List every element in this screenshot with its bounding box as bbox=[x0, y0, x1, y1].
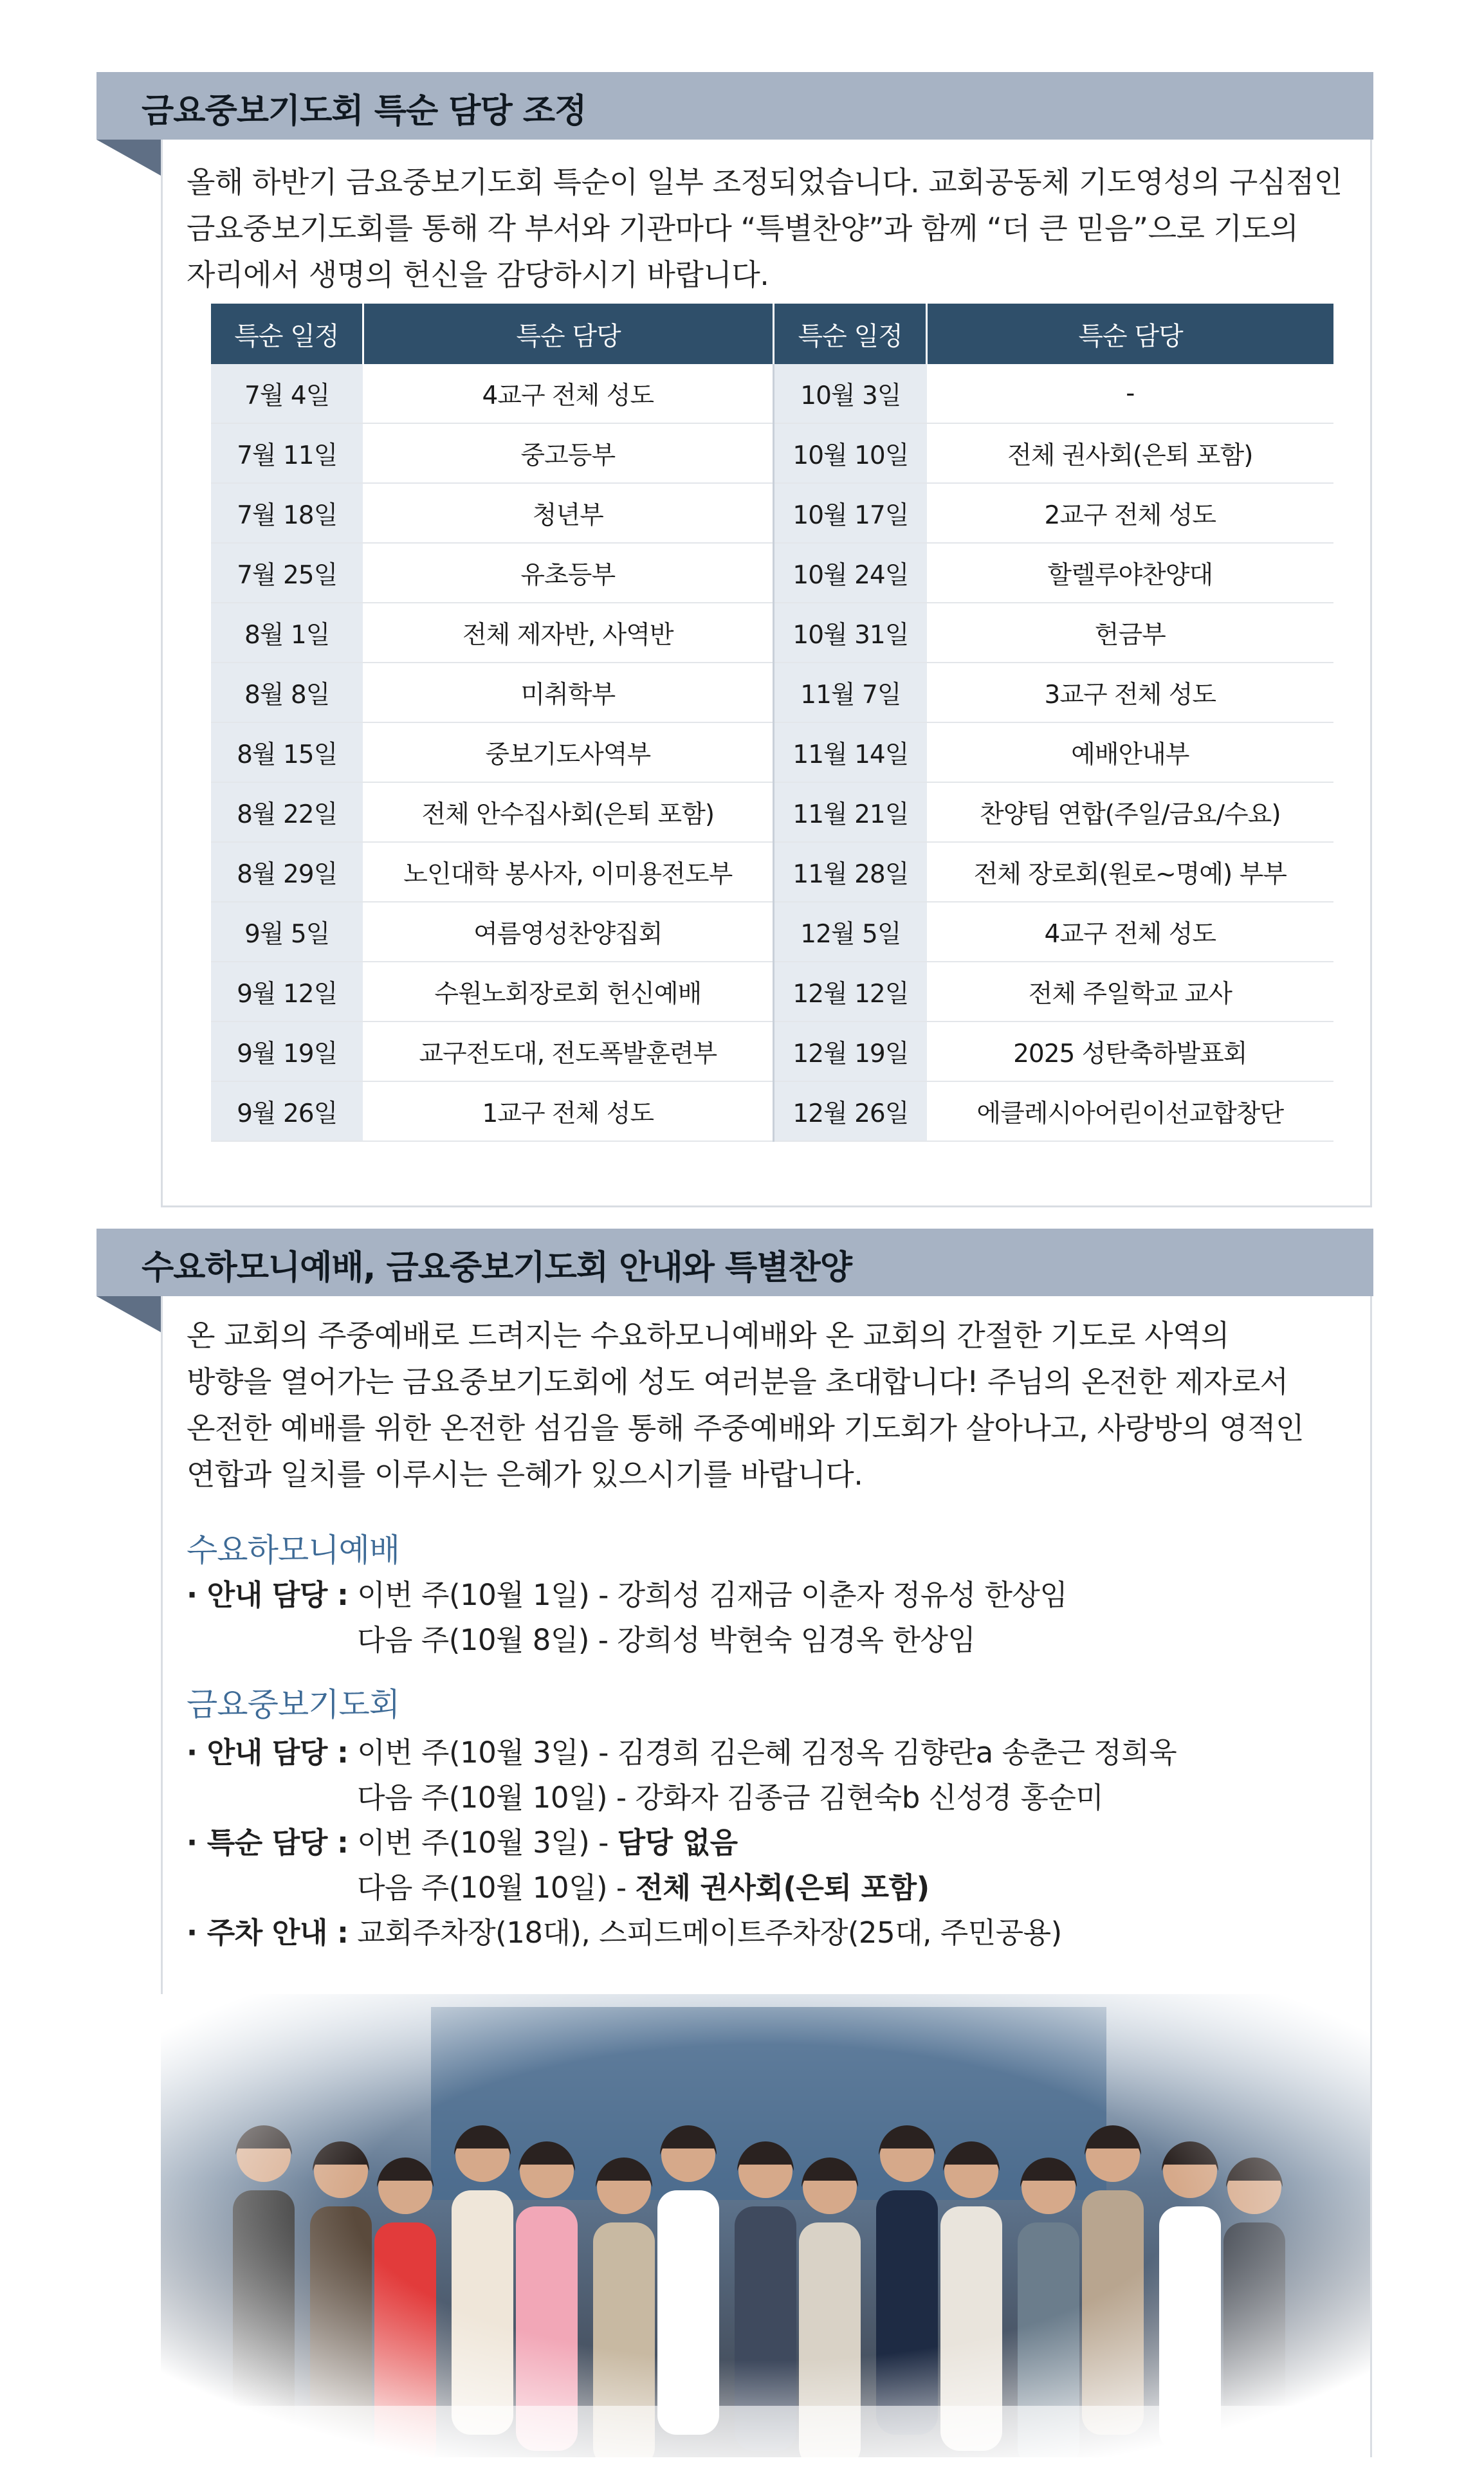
table-row bbox=[211, 902, 1333, 962]
schedule-assignee: 교구전도대, 전도폭발훈련부 bbox=[363, 1022, 773, 1081]
next-week-ushers: 다음 주(10월 8일) - 강희성 박현숙 임경옥 한상임 bbox=[357, 1623, 976, 1657]
intro-line: 올해 하반기 금요중보기도회 특순이 일부 조정되었습니다. 교회공동체 기도영성의 구심점인 bbox=[187, 165, 1342, 199]
schedule-date: 8월 8일 bbox=[211, 663, 363, 722]
choir-photo-illustration bbox=[161, 1994, 1370, 2457]
parking-info: 교회주차장(18대), 스피드메이트주차장(25대, 주민공용) bbox=[357, 1916, 1062, 1950]
table-header-row bbox=[211, 304, 1333, 364]
intro-line: 온 교회의 주중예배로 드려지는 수요하모니예배와 온 교회의 간절한 기도로 사역의 bbox=[187, 1318, 1229, 1353]
schedule-assignee: 예배안내부 bbox=[927, 722, 1333, 782]
section-title-bar bbox=[96, 72, 1373, 140]
next-week-ushers: 다음 주(10월 10일) - 강화자 김종금 김현숙b 신성경 홍순미 bbox=[357, 1781, 1104, 1815]
schedule-date: 10월 31일 bbox=[774, 603, 927, 663]
title-bar-fold bbox=[96, 1296, 161, 1332]
table-row bbox=[211, 962, 1333, 1022]
usher-label: · 안내 담당 : bbox=[187, 1578, 349, 1612]
schedule-assignee: 할렐루야찬양대 bbox=[927, 543, 1333, 603]
schedule-table bbox=[211, 304, 1333, 1142]
schedule-date: 9월 5일 bbox=[211, 902, 363, 962]
next-week-special: 전체 권사회(은퇴 포함) bbox=[635, 1871, 930, 1905]
table-row bbox=[211, 1081, 1333, 1141]
schedule-date: 11월 21일 bbox=[774, 782, 927, 842]
table-row bbox=[211, 842, 1333, 902]
schedule-assignee: 2교구 전체 성도 bbox=[927, 483, 1333, 543]
schedule-assignee: 중보기도사역부 bbox=[363, 722, 773, 782]
friday-heading: 금요중보기도회 bbox=[187, 1686, 400, 1723]
next-week-special-prefix: 다음 주(10월 10일) - bbox=[357, 1871, 636, 1905]
schedule-assignee: 전체 제자반, 사역반 bbox=[363, 603, 773, 663]
schedule-assignee: - bbox=[927, 364, 1333, 423]
column-header: 특순 담당 bbox=[927, 304, 1333, 364]
schedule-date: 11월 28일 bbox=[774, 842, 927, 902]
usher-label: · 안내 담당 : bbox=[187, 1736, 349, 1770]
intro-paragraph bbox=[187, 159, 1344, 298]
schedule-assignee: 4교구 전체 성도 bbox=[927, 902, 1333, 962]
this-week-ushers: 이번 주(10월 3일) - 김경희 김은혜 김정옥 김향란a 송춘근 정희욱 bbox=[357, 1736, 1177, 1770]
schedule-assignee: 청년부 bbox=[363, 483, 773, 543]
schedule-assignee: 미취학부 bbox=[363, 663, 773, 722]
wednesday-usher-info bbox=[187, 1573, 1067, 1663]
schedule-date: 10월 3일 bbox=[774, 364, 927, 423]
schedule-assignee: 여름영성찬양집회 bbox=[363, 902, 773, 962]
schedule-date: 7월 25일 bbox=[211, 543, 363, 603]
friday-info bbox=[187, 1730, 1177, 1956]
table-row bbox=[211, 782, 1333, 842]
schedule-assignee: 노인대학 봉사자, 이미용전도부 bbox=[363, 842, 773, 902]
schedule-assignee: 찬양팀 연합(주일/금요/수요) bbox=[927, 782, 1333, 842]
schedule-date: 12월 19일 bbox=[774, 1022, 927, 1081]
section-special-schedule bbox=[96, 72, 1373, 1207]
column-header: 특순 일정 bbox=[774, 304, 927, 364]
section-title: 금요중보기도회 특순 담당 조정 bbox=[142, 92, 587, 131]
schedule-date: 7월 11일 bbox=[211, 423, 363, 483]
schedule-date: 9월 26일 bbox=[211, 1081, 363, 1141]
this-week-ushers: 이번 주(10월 1일) - 강희성 김재금 이춘자 정유성 한상임 bbox=[357, 1578, 1068, 1612]
schedule-assignee: 전체 권사회(은퇴 포함) bbox=[927, 423, 1333, 483]
schedule-date: 9월 19일 bbox=[211, 1022, 363, 1081]
schedule-assignee: 1교구 전체 성도 bbox=[363, 1081, 773, 1141]
schedule-assignee: 전체 안수집사회(은퇴 포함) bbox=[363, 782, 773, 842]
schedule-date: 7월 4일 bbox=[211, 364, 363, 423]
schedule-date: 8월 22일 bbox=[211, 782, 363, 842]
table-row bbox=[211, 1022, 1333, 1081]
schedule-date: 7월 18일 bbox=[211, 483, 363, 543]
intro-line: 온전한 예배를 위한 온전한 섬김을 통해 주중예배와 기도회가 살아나고, 사랑방의 영적인 bbox=[187, 1411, 1305, 1445]
schedule-date: 10월 17일 bbox=[774, 483, 927, 543]
schedule-assignee: 수원노회장로회 헌신예배 bbox=[363, 962, 773, 1022]
schedule-assignee: 4교구 전체 성도 bbox=[363, 364, 773, 423]
intro-line: 연합과 일치를 이루시는 은혜가 있으시기를 바랍니다. bbox=[187, 1457, 863, 1492]
wednesday-heading: 수요하모니예배 bbox=[187, 1532, 400, 1569]
schedule-date: 12월 5일 bbox=[774, 902, 927, 962]
parking-label: · 주차 안내 : bbox=[187, 1916, 349, 1950]
section-title: 수요하모니예배, 금요중보기도회 안내와 특별찬양 bbox=[142, 1249, 852, 1287]
schedule-date: 9월 12일 bbox=[211, 962, 363, 1022]
choir-photo bbox=[161, 1994, 1370, 2457]
this-week-special: 담당 없음 bbox=[617, 1826, 738, 1860]
schedule-date: 8월 29일 bbox=[211, 842, 363, 902]
schedule-assignee: 중고등부 bbox=[363, 423, 773, 483]
schedule-assignee: 전체 주일학교 교사 bbox=[927, 962, 1333, 1022]
table-row bbox=[211, 663, 1333, 722]
table-row bbox=[211, 423, 1333, 483]
special-label: · 특순 담당 : bbox=[187, 1826, 349, 1860]
table-row bbox=[211, 483, 1333, 543]
schedule-date: 10월 10일 bbox=[774, 423, 927, 483]
schedule-assignee: 유초등부 bbox=[363, 543, 773, 603]
title-bar-fold bbox=[96, 140, 161, 176]
table-row bbox=[211, 603, 1333, 663]
column-header: 특순 담당 bbox=[363, 304, 773, 364]
intro-line: 자리에서 생명의 헌신을 감당하시기 바랍니다. bbox=[187, 257, 769, 292]
schedule-assignee: 2025 성탄축하발표회 bbox=[927, 1022, 1333, 1081]
section-title-bar bbox=[96, 1229, 1373, 1296]
intro-line: 금요중보기도회를 통해 각 부서와 기관마다 “특별찬양”과 함께 “더 큰 믿음”으로 기도의 bbox=[187, 211, 1299, 246]
schedule-date: 12월 12일 bbox=[774, 962, 927, 1022]
table-row bbox=[211, 543, 1333, 603]
schedule-date: 8월 15일 bbox=[211, 722, 363, 782]
this-week-special-prefix: 이번 주(10월 3일) - bbox=[357, 1826, 618, 1860]
column-header: 특순 일정 bbox=[211, 304, 363, 364]
schedule-assignee: 헌금부 bbox=[927, 603, 1333, 663]
schedule-date: 11월 7일 bbox=[774, 663, 927, 722]
table-row bbox=[211, 722, 1333, 782]
table-row bbox=[211, 364, 1333, 423]
intro-paragraph bbox=[187, 1312, 1344, 1498]
schedule-date: 12월 26일 bbox=[774, 1081, 927, 1141]
schedule-assignee: 에클레시아어린이선교합창단 bbox=[927, 1081, 1333, 1141]
schedule-assignee: 전체 장로회(원로~명예) 부부 bbox=[927, 842, 1333, 902]
intro-line: 방향을 열어가는 금요중보기도회에 성도 여러분을 초대합니다! 주님의 온전한 제자로서 bbox=[187, 1364, 1288, 1399]
schedule-date: 8월 1일 bbox=[211, 603, 363, 663]
schedule-date: 11월 14일 bbox=[774, 722, 927, 782]
schedule-assignee: 3교구 전체 성도 bbox=[927, 663, 1333, 722]
schedule-date: 10월 24일 bbox=[774, 543, 927, 603]
